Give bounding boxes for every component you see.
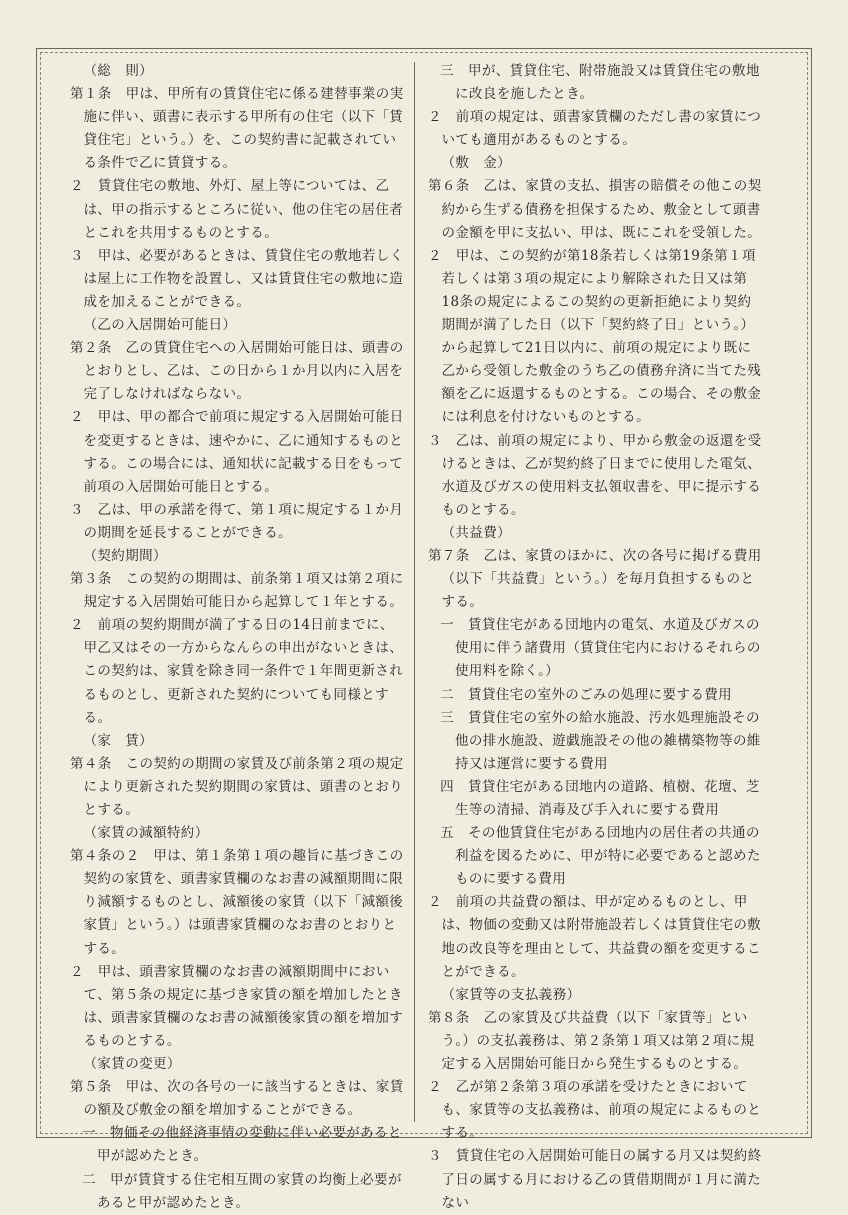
clause-paragraph: 第５条 甲は、次の各号の一に該当するときは、家賃の額及び敷金の額を増加することができる。 [70, 1079, 404, 1119]
article-heading: （共益費） [441, 524, 511, 541]
column-divider [414, 62, 415, 1122]
clause-paragraph: ３ 賃貸住宅の入居開始可能日の属する月又は契約終了日の属する月における乙の賃借期間が１月に満たない [428, 1148, 762, 1211]
list-item: 四 賃貸住宅がある団地内の道路、植樹、花壇、芝生等の清掃、消毒及び手入れに要する費用 [440, 778, 760, 818]
clause-paragraph: ２ 甲は、甲の都合で前項に規定する入居開始可能日を変更するときは、速やかに、乙に通知するものとする。この場合には、通知状に記載する日をもって前項の入居開始可能日とする。 [70, 409, 404, 495]
clause-paragraph: 第４条の２ 甲は、第１条第１項の趣旨に基づきこの契約の家賃を、頭書家賃欄のなお書の減額期間に限り減額するものとし、減額後の家賃（以下「減額後家賃」という。）は頭書家賃欄のなお書のとおりとする。 [70, 848, 404, 957]
clause-paragraph: 第７条 乙は、家賃のほかに、次の各号に掲げる費用（以下「共益費」という。）を毎月負担するものとする。 [428, 547, 762, 611]
list-item: 三 甲が、賃貸住宅、附帯施設又は賃貸住宅の敷地に改良を施したとき。 [440, 63, 760, 103]
left-column [70, 60, 404, 1215]
list-item: 一 賃貸住宅がある団地内の電気、水道及びガスの使用に伴う諸費用（賃貸住宅内におけるそれらの使用料を除く。） [440, 617, 761, 680]
clause-paragraph: ３ 乙は、甲の承諾を得て、第１項に規定する１か月の期間を延長することができる。 [70, 501, 404, 541]
clause-paragraph: 第４条 この契約の期間の家賃及び前条第２項の規定により更新された契約期間の家賃は、頭書のとおりとする。 [70, 755, 404, 818]
clause-paragraph: 第２条 乙の賃貸住宅への入居開始可能日は、頭書のとおりとし、乙は、この日から１か月以内に入居を完了しなければならない。 [70, 340, 404, 403]
article-heading: （家 賃） [83, 732, 153, 749]
clause-paragraph: ２ 甲は、この契約が第18条若しくは第19条第１項若しくは第３項の規定により解除された日又は第18条の規定によるこの契約の更新拒絶により契約期間が満了した日（以下「契約終了日」という。）から起算して21日以内に、前項の規定により既に乙から受領した敷金のうち乙の債務弁済に当てた残額を乙に返還するものとする。この場合、その敷金には利息を付けないものとする。 [428, 247, 762, 426]
article-heading: （乙の入居開始可能日） [83, 317, 237, 334]
clause-paragraph: 第１条 甲は、甲所有の賃貸住宅に係る建替事業の実施に伴い、頭書に表示する甲所有の住宅（以下「賃貸住宅」という。）を、この契約書に記載されている条件で乙に賃貸する。 [70, 86, 404, 172]
article-heading: （家賃等の支払義務） [441, 986, 581, 1003]
clause-paragraph: ２ 前項の規定は、頭書家賃欄のただし書の家賃についても適用があるものとする。 [428, 109, 762, 149]
article-heading: （家賃の減額特約） [83, 825, 209, 842]
article-heading: （契約期間） [83, 547, 167, 564]
list-item: 二 賃貸住宅の室外のごみの処理に要する費用 [440, 686, 733, 703]
clause-paragraph: 第３条 この契約の期間は、前条第１項又は第２項に規定する入居開始可能日から起算して１年とする。 [70, 571, 404, 611]
list-item: 二 甲が賃貸する住宅相互間の家賃の均衡上必要があると甲が認めたとき。 [82, 1171, 402, 1211]
right-column [428, 60, 764, 1215]
clause-paragraph: ２ 甲は、頭書家賃欄のなお書の減額期間中において、第５条の規定に基づき家賃の額を増加したときは、頭書家賃欄のなお書の減額後家賃の額を増加するものとする。 [70, 963, 404, 1049]
clause-paragraph: ２ 乙が第２条第３項の承諾を受けたときにおいても、家賃等の支払義務は、前項の規定によるものとする。 [428, 1079, 762, 1142]
clause-paragraph: 第６条 乙は、家賃の支払、損害の賠償その他この契約から生ずる債務を担保するため、敷金として頭書の金額を甲に支払い、甲は、既にこれを受領した。 [428, 178, 762, 241]
list-item: 一 物価その他経済事情の変動に伴い必要があると甲が認めたとき。 [82, 1125, 402, 1165]
clause-paragraph: 第８条 乙の家賃及び共益費（以下「家賃等」という。）の支払義務は、第２条第１項又は第２項に規定する入居開始可能日から発生するものとする。 [428, 1009, 755, 1073]
clause-paragraph: ２ 賃貸住宅の敷地、外灯、屋上等については、乙は、甲の指示するところに従い、他の住宅の居住者とこれを共用するものとする。 [70, 178, 404, 241]
clause-paragraph: ３ 乙は、前項の規定により、甲から敷金の返還を受けるときは、乙が契約終了日までに使用した電気、水道及びガスの使用料支払領収書を、甲に提示するものとする。 [428, 432, 762, 518]
clause-paragraph: ３ 甲は、必要があるときは、賃貸住宅の敷地若しくは屋上に工作物を設置し、又は賃貸住宅の敷地に造成を加えることができる。 [70, 247, 404, 310]
clause-paragraph: ２ 前項の共益費の額は、甲が定めるものとし、甲は、物価の変動又は附帯施設若しくは賃貸住宅の敷地の改良等を理由として、共益費の額を変更することができる。 [428, 894, 762, 980]
clause-paragraph: ２ 前項の契約期間が満了する日の14日前までに、甲乙又はその一方からなんらの申出がないときは、この契約は、家賃を除き同一条件で１年間更新されるものとし、更新された契約についても同様とする。 [70, 617, 404, 726]
article-heading: （家賃の変更） [83, 1056, 181, 1073]
list-item: 三 賃貸住宅の室外の給水施設、汚水処理施設その他の排水施設、遊戯施設その他の雑構築物等の維持又は運営に要する費用 [440, 709, 761, 772]
article-heading: （敷 金） [441, 155, 511, 172]
article-heading: （総 則） [83, 63, 153, 79]
list-item: 五 その他賃貸住宅がある団地内の居住者の共通の利益を図るために、甲が特に必要であると認めたものに要する費用 [440, 825, 761, 888]
